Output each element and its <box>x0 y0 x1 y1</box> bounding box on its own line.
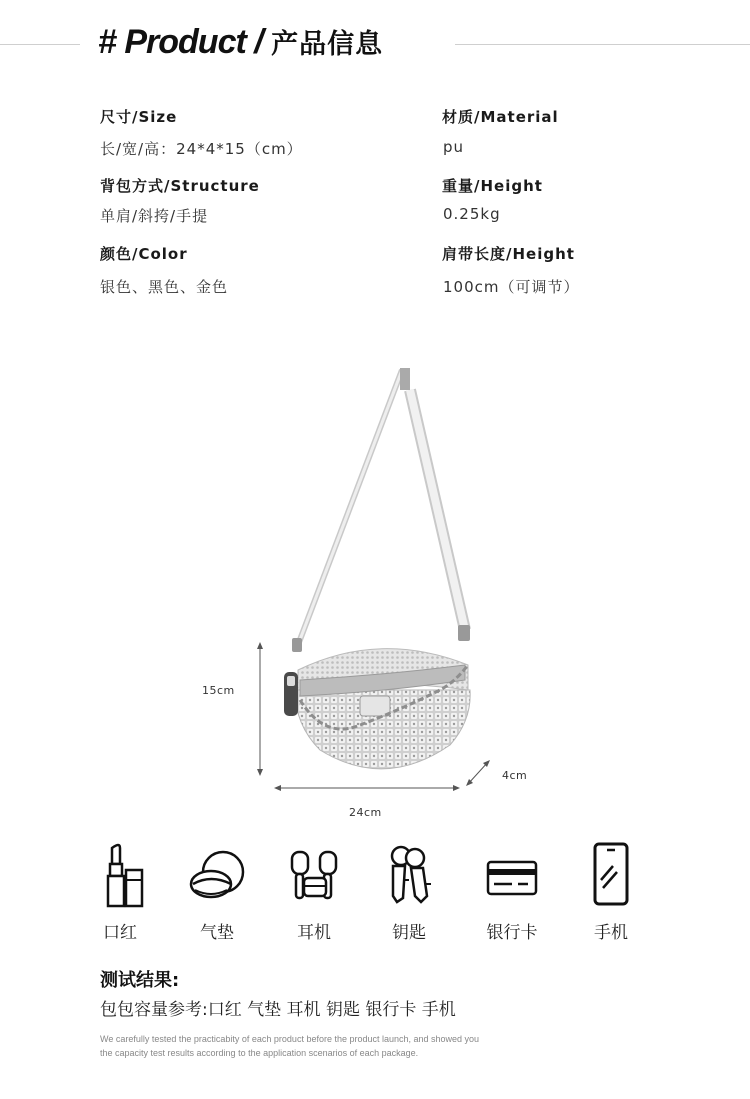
spec-strap-value: 100cm（可调节） <box>443 278 580 296</box>
dimension-width-label: 24cm <box>349 806 382 819</box>
capacity-item-label: 气垫 <box>200 923 234 943</box>
capacity-item-lipstick <box>75 840 165 943</box>
capacity-item-label: 口红 <box>103 923 137 943</box>
spec-color-value: 银色、黑色、金色 <box>100 278 229 296</box>
capacity-item-cushion <box>172 840 262 943</box>
result-title: 测试结果: <box>100 970 180 991</box>
dimension-height-label: 15cm <box>202 684 235 697</box>
spec-material-value: pu <box>443 138 465 156</box>
spec-structure-value: 单肩/斜挎/手提 <box>100 207 209 225</box>
spec-size-value: 长/宽/高：24*4*15（cm） <box>100 140 303 158</box>
page-title-cn: 产品信息 <box>271 29 384 60</box>
spec-structure-label: 背包方式/Structure <box>100 177 260 195</box>
capacity-item-keys <box>364 840 454 943</box>
spec-strap-label: 肩带长度/Height <box>442 245 575 263</box>
capacity-item-bank-card <box>467 840 557 943</box>
page-title-en: # Product / <box>98 23 263 61</box>
dimension-arrows <box>240 640 510 800</box>
keys-icon <box>379 840 439 910</box>
header-divider-left <box>0 44 80 45</box>
capacity-item-label: 耳机 <box>297 923 331 943</box>
earphones-icon <box>284 840 344 910</box>
spec-color-label: 颜色/Color <box>100 245 188 263</box>
bank-card-icon <box>482 840 542 910</box>
phone-icon <box>581 840 641 910</box>
capacity-item-label: 手机 <box>594 923 628 943</box>
cushion-compact-icon <box>187 840 247 910</box>
spec-weight-label: 重量/Height <box>442 177 543 195</box>
page-title <box>98 22 383 62</box>
capacity-item-label: 钥匙 <box>392 923 426 943</box>
result-note-2: the capacity test results according to the application scenarios of each package. <box>100 1048 419 1058</box>
capacity-item-earphones <box>269 840 359 943</box>
header-divider-right <box>455 44 750 45</box>
result-note-1: We carefully tested the practicabity of each product before the product launch, and showed you <box>100 1034 480 1044</box>
lipstick-icon <box>90 840 150 910</box>
spec-weight-value: 0.25kg <box>443 205 501 223</box>
capacity-item-phone <box>566 840 656 943</box>
result-summary: 包包容量参考:口红 气垫 耳机 钥匙 银行卡 手机 <box>100 1000 456 1020</box>
dimension-depth-label: 4cm <box>502 769 528 782</box>
capacity-item-label: 银行卡 <box>486 923 538 943</box>
spec-material-label: 材质/Material <box>442 108 559 126</box>
spec-size-label: 尺寸/Size <box>100 108 178 126</box>
